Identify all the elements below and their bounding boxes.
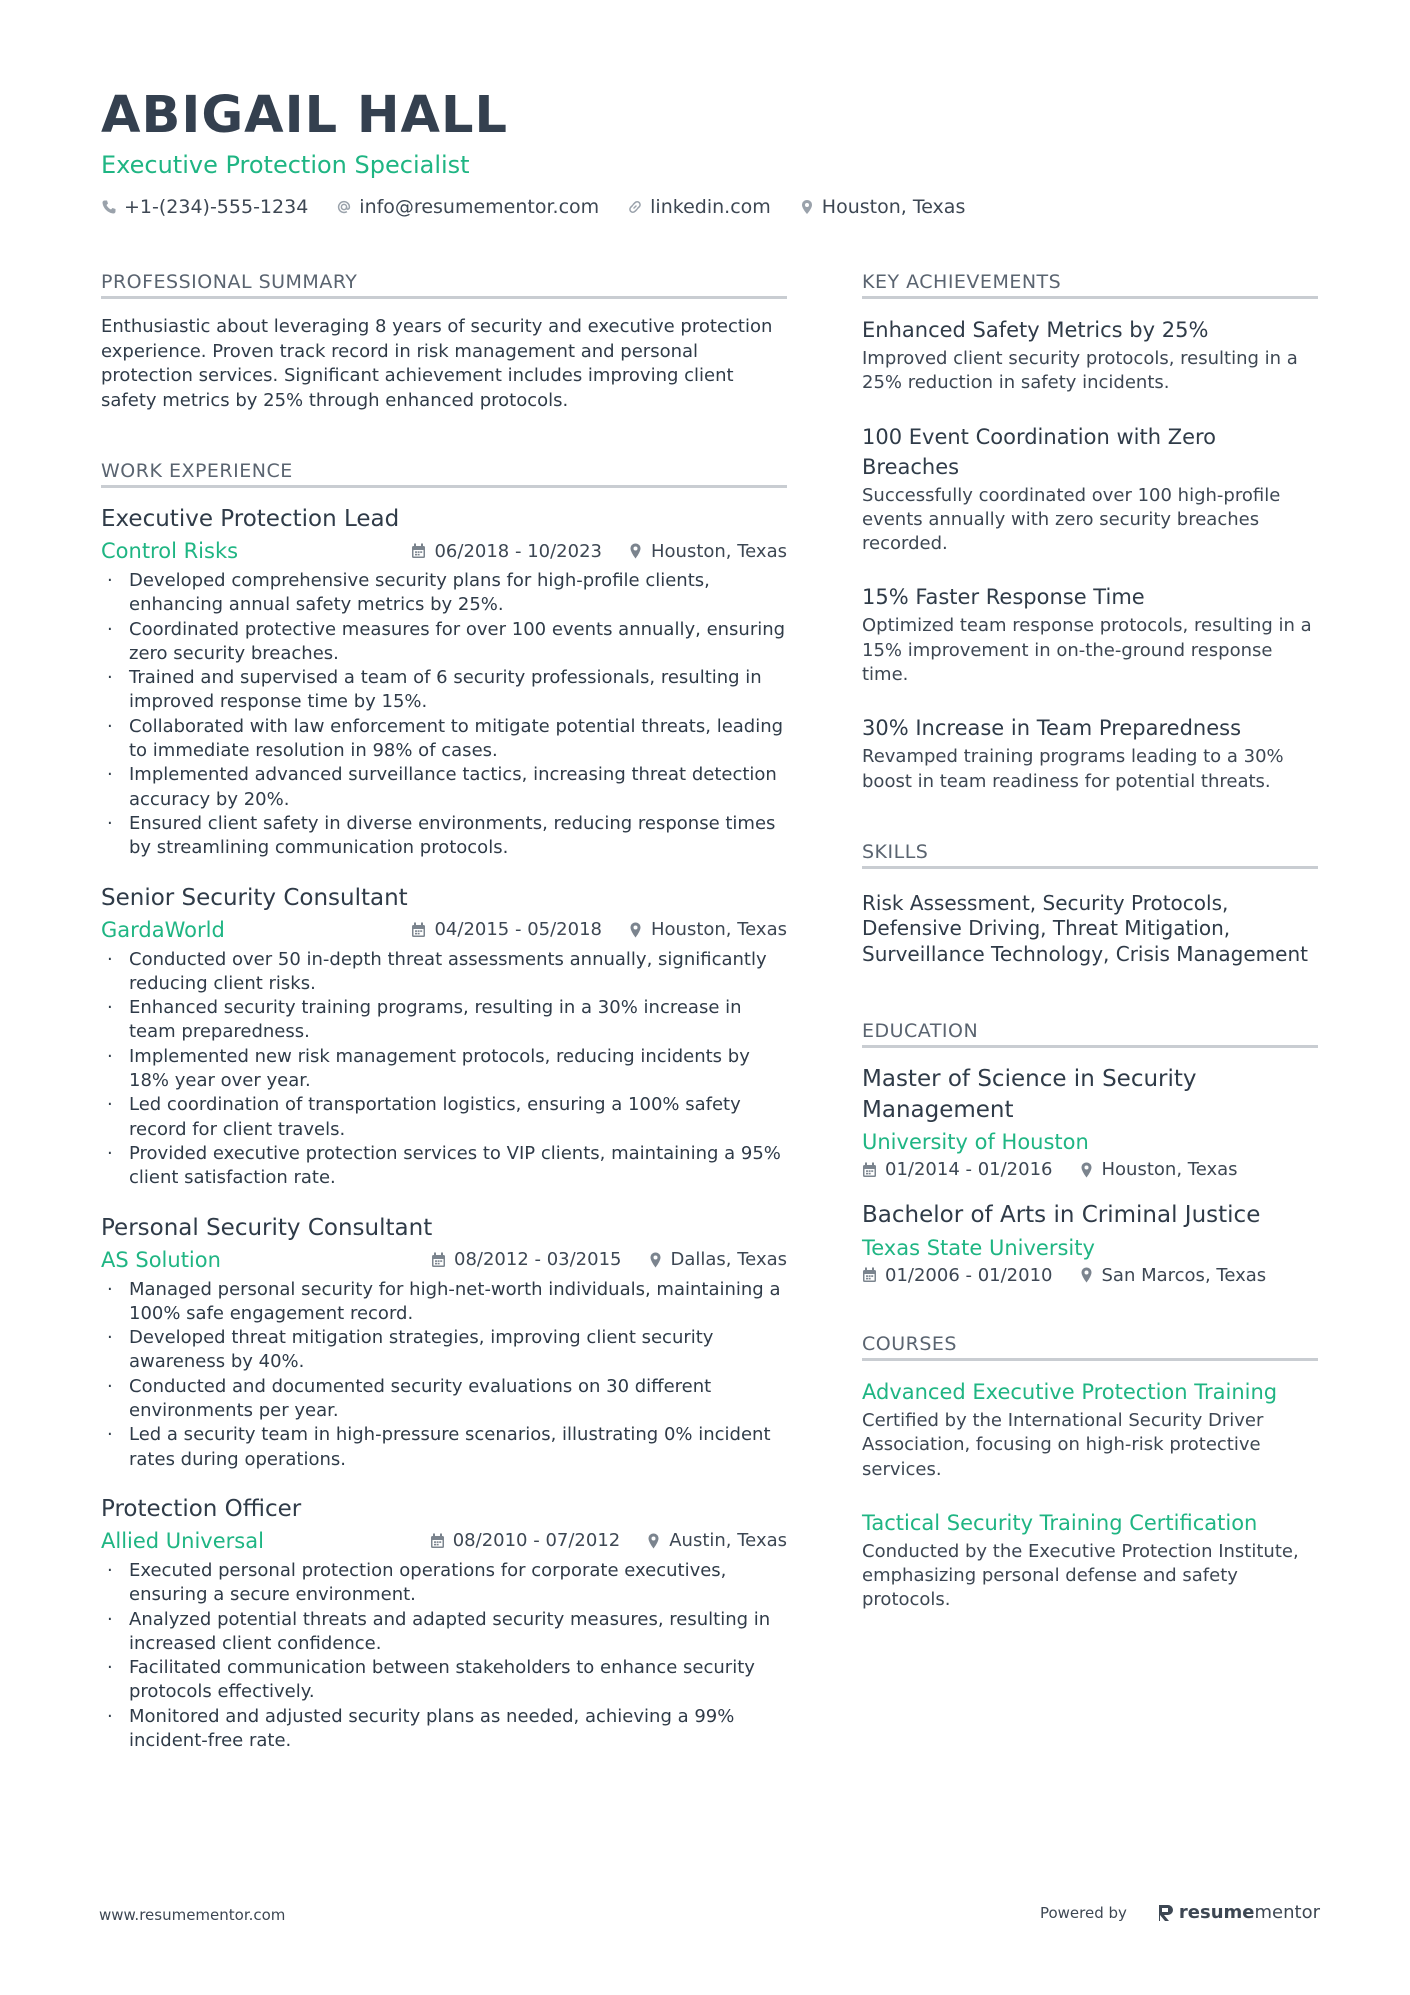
- job-entry: [101, 1494, 787, 1753]
- resume-header: [101, 84, 1309, 218]
- candidate-role: Executive Protection Specialist: [101, 151, 470, 179]
- education-heading: EDUCATION: [862, 1017, 1318, 1048]
- job-title: Senior Security Consultant: [101, 884, 408, 911]
- location-icon: [648, 1252, 663, 1268]
- job-bullets: [101, 569, 787, 861]
- job-bullet: · Conducted over 50 in-depth threat assessments annually, significantly reducing client risks.: [101, 948, 787, 997]
- job-bullet: · Enhanced security training programs, resulting in a 30% increase in team preparedness.: [101, 996, 787, 1045]
- phone-icon: [101, 199, 117, 215]
- job-meta: [101, 1527, 787, 1555]
- brand-name-light: mentor: [1254, 1902, 1320, 1923]
- achievement-description: Successfully coordinated over 100 high-profile events annually with zero security breaches recorded.: [862, 484, 1281, 555]
- summary-heading: PROFESSIONAL SUMMARY: [101, 268, 787, 299]
- job-title: Executive Protection Lead: [101, 506, 400, 532]
- contact-bar: [101, 196, 1309, 218]
- course-description: Conducted by the Executive Protection Institute, emphasizing personal defense and safety protocols.: [862, 1540, 1299, 1611]
- brand-logo[interactable]: [1157, 1902, 1320, 1923]
- candidate-name: ABIGAIL HALL: [101, 86, 509, 145]
- achievement-item: [862, 582, 1318, 687]
- achievement-list: [862, 315, 1318, 794]
- company-name: Control Risks: [101, 539, 239, 563]
- contact-linkedin-text: linkedin.com: [650, 196, 771, 218]
- footer-website[interactable]: www.resumementor.com: [99, 1906, 286, 1924]
- calendar-icon: [862, 1267, 877, 1283]
- education-item: [862, 1200, 1318, 1286]
- location-icon: [628, 922, 643, 938]
- job-bullet: · Collaborated with law enforcement to mitigate potential threats, leading to immediate resolution in 98% of cases.: [101, 715, 787, 764]
- contact-email[interactable]: [336, 196, 599, 218]
- resumementor-logo-icon: [1157, 1903, 1175, 1923]
- job-title: Protection Officer: [101, 1495, 302, 1522]
- contact-location-text: Houston, Texas: [821, 196, 966, 218]
- job-bullet: · Ensured client safety in diverse environments, reducing response times by streamlining communication protocols.: [101, 812, 787, 861]
- education-location: [1079, 1265, 1267, 1286]
- job-bullet: · Facilitated communication between stakeholders to enhance security protocols effectively.: [101, 1656, 787, 1705]
- job-bullets: [101, 1278, 787, 1472]
- job-date-location: [385, 541, 787, 562]
- at-icon: [336, 199, 352, 215]
- job-dates-text: 04/2015 - 05/2018: [434, 919, 602, 941]
- skills-section: [862, 838, 1318, 968]
- job-location: [628, 919, 787, 940]
- education-location-text: Houston, Texas: [1101, 1159, 1238, 1181]
- job-location-text: Houston, Texas: [650, 540, 787, 562]
- education-item: [862, 1064, 1318, 1180]
- location-icon: [799, 199, 815, 215]
- job-bullet: · Developed comprehensive security plans for high-profile clients, enhancing annual safety metrics by 25%.: [101, 569, 787, 618]
- job-date-location: [385, 919, 787, 940]
- job-bullet: · Conducted and documented security evaluations on 30 different environments per year.: [101, 1375, 787, 1424]
- education-dates-text: 01/2006 - 01/2010: [885, 1264, 1053, 1286]
- job-location-text: Austin, Texas: [669, 1530, 787, 1552]
- degree-title: Bachelor of Arts in Criminal Justice: [862, 1202, 1261, 1229]
- job-dates-text: 06/2018 - 10/2023: [434, 540, 602, 562]
- skills-heading: SKILLS: [862, 838, 1318, 869]
- degree-title: Master of Science in Security Management: [862, 1066, 1197, 1123]
- job-bullet: · Analyzed potential threats and adapted security measures, resulting in increased client confidence.: [101, 1608, 787, 1657]
- job-dates: [411, 919, 602, 940]
- contact-phone-text: +1-(234)-555-1234: [124, 196, 309, 218]
- courses-section: [862, 1330, 1318, 1613]
- education-location-text: San Marcos, Texas: [1101, 1264, 1267, 1286]
- job-dates: [430, 1530, 621, 1551]
- achievement-title: 15% Faster Response Time: [862, 585, 1145, 610]
- calendar-icon: [431, 1252, 446, 1268]
- course-list: [862, 1377, 1318, 1613]
- job-list: [101, 504, 787, 1753]
- job-location-text: Dallas, Texas: [670, 1249, 787, 1271]
- footer-branding: [1040, 1902, 1320, 1923]
- education-location: [1079, 1159, 1238, 1180]
- achievement-description: Optimized team response protocols, resulting in a 15% improvement in on-the-ground response time.: [862, 615, 1312, 686]
- job-entry: [101, 1213, 787, 1472]
- summary-section: [101, 268, 787, 413]
- company-name: AS Solution: [101, 1247, 221, 1272]
- location-icon: [1079, 1162, 1094, 1178]
- summary-text: Enthusiastic about leveraging 8 years of security and executive protection experience. Proven track record in risk management and personal protection services. Significant achievement includes improving client safety metrics by 25% through enhanced protocols.: [101, 316, 773, 411]
- job-bullet: · Managed personal security for high-net-worth individuals, maintaining a 100% safe engagement record.: [101, 1278, 787, 1327]
- job-bullet: · Executed personal protection operations for corporate executives, ensuring a secure environment.: [101, 1559, 787, 1608]
- calendar-icon: [411, 922, 426, 938]
- education-date-location: [862, 1265, 1318, 1286]
- achievement-title: 100 Event Coordination with Zero Breaches: [862, 424, 1217, 479]
- achievement-description: Revamped training programs leading to a 30% boost in team readiness for potential threats.: [862, 746, 1284, 792]
- course-description: Certified by the International Security Driver Association, focusing on high-risk protective services.: [862, 1409, 1264, 1480]
- experience-section: [101, 457, 787, 1753]
- achievement-title: Enhanced Safety Metrics by 25%: [862, 318, 1209, 342]
- achievement-description: Improved client security protocols, resulting in a 25% reduction in safety incidents.: [862, 348, 1298, 394]
- brand-name-bold: resume: [1178, 1902, 1255, 1923]
- job-bullet: · Monitored and adjusted security plans as needed, achieving a 99% incident-free rate.: [101, 1705, 787, 1754]
- course-title: Advanced Executive Protection Training: [862, 1379, 1278, 1404]
- course-title: Tactical Security Training Certification: [862, 1510, 1258, 1535]
- job-bullet: · Developed threat mitigation strategies, improving client security awareness by 40%.: [101, 1326, 787, 1375]
- job-location: [628, 541, 787, 562]
- achievement-item: [862, 422, 1318, 557]
- school-name: University of Houston: [862, 1130, 1089, 1155]
- calendar-icon: [430, 1533, 445, 1549]
- achievement-item: [862, 713, 1318, 794]
- location-icon: [628, 543, 643, 559]
- job-location: [648, 1249, 788, 1270]
- company-name: GardaWorld: [101, 917, 225, 942]
- job-dates-text: 08/2012 - 03/2015: [454, 1249, 622, 1271]
- education-dates-text: 01/2014 - 01/2016: [885, 1159, 1053, 1181]
- achievements-section: [862, 268, 1318, 794]
- job-dates: [431, 1249, 622, 1270]
- job-meta: [101, 1246, 787, 1274]
- education-dates: [862, 1159, 1053, 1180]
- experience-heading: WORK EXPERIENCE: [101, 457, 787, 488]
- achievement-title: 30% Increase in Team Preparedness: [862, 716, 1242, 741]
- calendar-icon: [862, 1162, 877, 1178]
- contact-linkedin[interactable]: [627, 196, 771, 218]
- job-dates-text: 08/2010 - 07/2012: [452, 1530, 621, 1552]
- job-dates: [411, 541, 602, 562]
- job-bullet: · Coordinated protective measures for over 100 events annually, ensuring zero security breaches.: [101, 618, 787, 667]
- contact-email-text: info@resumementor.com: [359, 196, 600, 218]
- job-bullet: · Led a security team in high-pressure scenarios, illustrating 0% incident rates during operations.: [101, 1423, 787, 1472]
- link-icon: [627, 199, 643, 215]
- calendar-icon: [411, 543, 426, 559]
- location-icon: [646, 1533, 661, 1549]
- contact-phone: [101, 196, 308, 218]
- job-title: Personal Security Consultant: [101, 1214, 433, 1241]
- powered-by-text: Powered by: [1039, 1903, 1127, 1922]
- education-list: [862, 1064, 1318, 1286]
- job-meta: [101, 537, 787, 565]
- job-bullet: · Led coordination of transportation logistics, ensuring a 100% safety record for client travels.: [101, 1093, 787, 1142]
- left-column: [101, 268, 787, 1775]
- job-meta: [101, 916, 787, 944]
- job-bullets: [101, 1559, 787, 1753]
- job-entry: [101, 883, 787, 1191]
- course-item: [862, 1377, 1318, 1482]
- job-entry: [101, 504, 787, 861]
- job-bullet: · Implemented advanced surveillance tactics, increasing threat detection accuracy by 20%.: [101, 763, 787, 812]
- location-icon: [1079, 1267, 1094, 1283]
- contact-location: [799, 196, 966, 218]
- job-bullet: · Provided executive protection services to VIP clients, maintaining a 95% client satisfaction rate.: [101, 1142, 787, 1191]
- job-location-text: Houston, Texas: [650, 919, 787, 941]
- achievements-heading: KEY ACHIEVEMENTS: [862, 268, 1318, 299]
- courses-heading: COURSES: [862, 1330, 1318, 1361]
- course-item: [862, 1508, 1318, 1613]
- right-column: [862, 268, 1318, 1657]
- job-date-location: [404, 1530, 787, 1551]
- school-name: Texas State University: [862, 1235, 1095, 1260]
- company-name: Allied Universal: [101, 1528, 264, 1553]
- skills-text: Risk Assessment, Security Protocols, Defensive Driving, Threat Mitigation, Surveillance Technology, Crisis Management: [862, 890, 1308, 966]
- job-bullet: · Trained and supervised a team of 6 security professionals, resulting in improved response time by 15%.: [101, 666, 787, 715]
- job-bullets: [101, 948, 787, 1191]
- job-date-location: [405, 1249, 787, 1270]
- job-location: [646, 1530, 787, 1551]
- education-dates: [862, 1265, 1053, 1286]
- job-bullet: · Implemented new risk management protocols, reducing incidents by 18% year over year.: [101, 1045, 787, 1094]
- achievement-item: [862, 315, 1318, 396]
- education-section: [862, 1017, 1318, 1286]
- education-date-location: [862, 1159, 1318, 1180]
